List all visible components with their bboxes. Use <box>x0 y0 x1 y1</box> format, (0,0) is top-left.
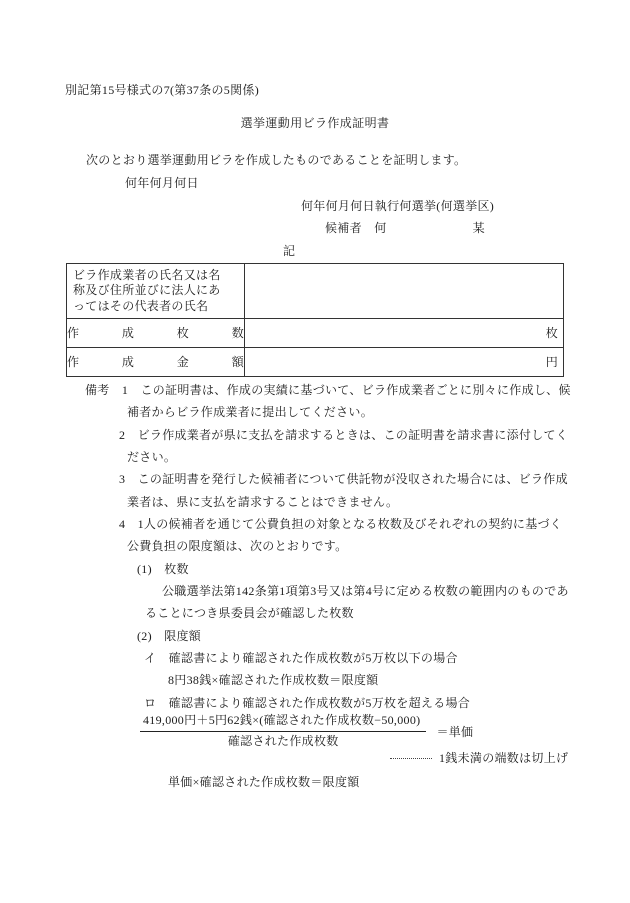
sheet-unit: 枚 <box>545 326 558 341</box>
remarks-line: 2 ビラ作成業者が県に支払を請求するときは、この証明書を請求書に添付してく <box>119 428 569 442</box>
formula-numerator: 419,000円＋5円62銭×(確認された作成枚数−50,000) <box>140 712 426 732</box>
date-line: 何年何月何日 <box>125 176 199 190</box>
remarks-line: 公職選挙法第142条第1項第3号又は第4号に定める枚数の範囲内のものであ <box>162 584 569 598</box>
remarks-line: 3 この証明書を発行した候補者について供託物が没収された場合には、ビラ作成 <box>119 472 568 486</box>
election-line: 何年何月何日執行何選挙(何選挙区) <box>301 199 495 213</box>
remarks-line: ださい。 <box>127 450 177 464</box>
remarks-line: (2) 限度額 <box>137 629 202 643</box>
section-marker: 記 <box>283 244 296 258</box>
dotted-rule <box>390 758 432 759</box>
unit-price-formula <box>140 712 473 750</box>
rounding-note <box>390 749 568 766</box>
rounding-note-text: 1銭未満の端数は切上げ <box>439 751 569 765</box>
fraction <box>140 712 426 750</box>
candidate-line: 候補者 何 某 <box>325 221 485 235</box>
vendor-name-label <box>67 264 245 319</box>
vendor-table <box>66 263 564 377</box>
remarks-line: 公費負担の限度額は、次のとおりです。 <box>127 539 348 553</box>
remarks-line: (1) 枚数 <box>137 562 189 576</box>
certify-statement: 次のとおり選挙運動用ビラを作成したものであることを証明します。 <box>86 153 467 167</box>
formula-denominator: 確認された作成枚数 <box>227 734 339 748</box>
form-reference: 別記第15号様式の7(第37条の5関係) <box>65 83 259 97</box>
amount-cell <box>245 347 564 376</box>
page-title: 選挙運動用ビラ作成証明書 <box>240 116 390 130</box>
limit-formula-line: 単価×確認された作成枚数＝限度額 <box>168 775 360 789</box>
sheet-count-cell <box>245 318 564 347</box>
sheet-count-label: 作成枚数 <box>67 318 245 347</box>
table-row <box>67 347 564 376</box>
remarks-line: 補者からビラ作成業者に提出してください。 <box>127 405 374 419</box>
table-row <box>67 264 564 319</box>
remarks-line: ロ 確認書により確認された作成枚数が5万枚を超える場合 <box>144 696 471 710</box>
vendor-name-label-text: ビラ作成業者の氏名又は名称及び住所並びに法人にあってはその代表者の氏名 <box>73 268 221 313</box>
vendor-name-cell <box>245 264 564 319</box>
remarks-line: ることにつき県委員会が確認した枚数 <box>145 606 354 620</box>
remarks-line: イ 確認書により確認された作成枚数が5万枚以下の場合 <box>144 651 458 665</box>
remarks-line: 8円38銭×確認された作成枚数＝限度額 <box>168 673 379 687</box>
remarks-line: 業者は、県に支払を請求することはできません。 <box>127 495 399 509</box>
amount-label: 作成金額 <box>67 347 245 376</box>
equals-unit-price: ＝単価 <box>436 724 474 739</box>
remarks-line: 4 1人の候補者を通じて公費負担の対象となる枚数及びそれぞれの契約に基づく <box>119 517 563 531</box>
amount-unit: 円 <box>545 355 558 370</box>
table-row <box>67 318 564 347</box>
remarks-line: 備考 1 この証明書は、作成の実績に基づいて、ビラ作成業者ごとに別々に作成し、候 <box>85 383 571 397</box>
